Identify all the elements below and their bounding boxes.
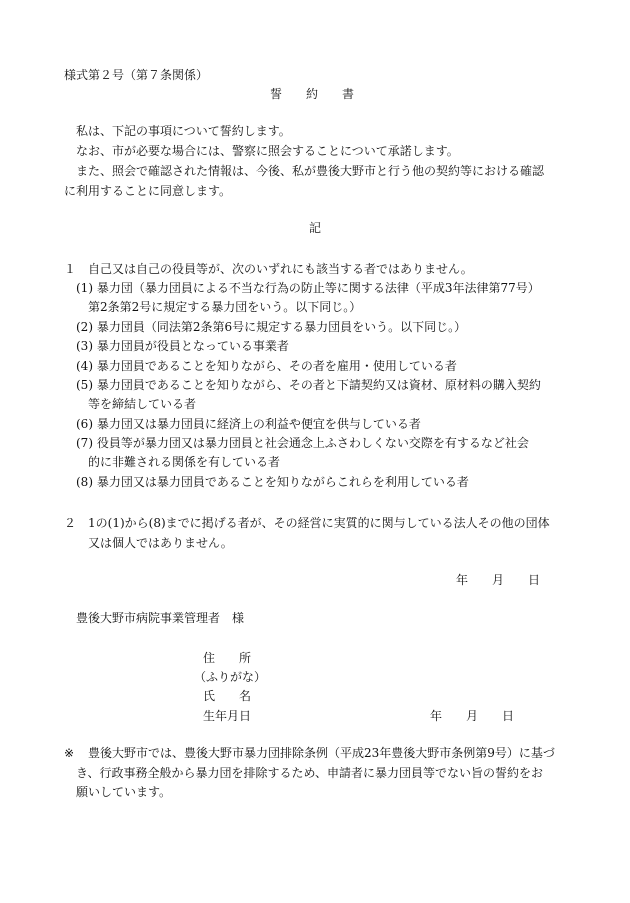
item-1-sub-4: (4) 暴力団員であることを知りながら、その者を雇用・使用している者 [76,359,457,373]
ki-heading: 記 [309,221,322,235]
item-1-sub-5-line-1: (5) 暴力団員であることを知りながら、その者と下請契約又は資材、原材料の購入契約 [76,378,541,392]
intro-paragraph-3-line-2: に利用することに同意します。 [64,184,232,198]
note-line-3: 願いしています。 [76,785,172,799]
address-label: 住 所 [203,651,252,665]
name-label: 氏 名 [203,689,252,703]
item-2-line-1: ２ 1の(1)から(8)までに掲げる者が、その経営に実質的に関与している法人その他の団体 [64,516,550,530]
item-1-sub-6: (6) 暴力団又は暴力団員に経済上の利益や便宜を供与している者 [76,417,421,431]
document-title: 誓 約 書 [270,87,355,101]
intro-paragraph-1: 私は、下記の事項について誓約します。 [76,124,291,138]
item-1-sub-7-line-1: (7) 役員等が暴力団又は暴力団員と社会通念上ふさわしくない交際を有するなど社会 [76,436,529,450]
addressee: 豊後大野市病院事業管理者 様 [76,611,245,625]
item-1-sub-7-line-2: 的に非難される関係を有している者 [88,455,281,469]
intro-paragraph-3-line-1: また、照会で確認された情報は、今後、私が豊後大野市と行う他の契約等における確認 [76,164,545,178]
item-1-heading: １ 自己又は自己の役員等が、次のいずれにも該当する者ではありません。 [64,262,473,276]
item-2-line-2: 又は個人ではありません。 [88,536,233,550]
item-1-sub-1-line-2: 第2条第2号に規定する暴力団をいう。以下同じ。） [88,300,362,314]
item-1-sub-3: (3) 暴力団員が役員となっている事業者 [76,339,289,353]
birthdate-value: 年 月 日 [430,709,515,723]
form-number: 様式第２号（第７条関係） [64,68,209,82]
intro-paragraph-2: なお、市が必要な場合には、警察に照会することについて承諾します。 [76,144,459,158]
item-1-sub-2: (2) 暴力団員（同法第2条第6号に規定する暴力団員をいう。以下同じ。） [76,320,467,334]
date-line: 年 月 日 [456,573,541,587]
item-1-sub-5-line-2: 等を締結している者 [88,397,197,411]
furigana-label: （ふりがな） [194,670,267,684]
birthdate-label: 生年月日 [203,709,252,723]
item-1-sub-1-line-1: (1) 暴力団（暴力団員による不当な行為の防止等に関する法律（平成3年法律第77号） [76,281,540,295]
note-line-1: 豊後大野市では、豊後大野市暴力団排除条例（平成23年豊後大野市条例第9号）に基づ [88,746,555,760]
note-line-2: き、行政事務全般から暴力団を排除するため、申請者に暴力団員等でない旨の誓約をお [76,766,544,780]
note-mark: ※ [64,746,75,760]
item-1-sub-8: (8) 暴力団又は暴力団員であることを知りながらこれらを利用している者 [76,475,469,489]
